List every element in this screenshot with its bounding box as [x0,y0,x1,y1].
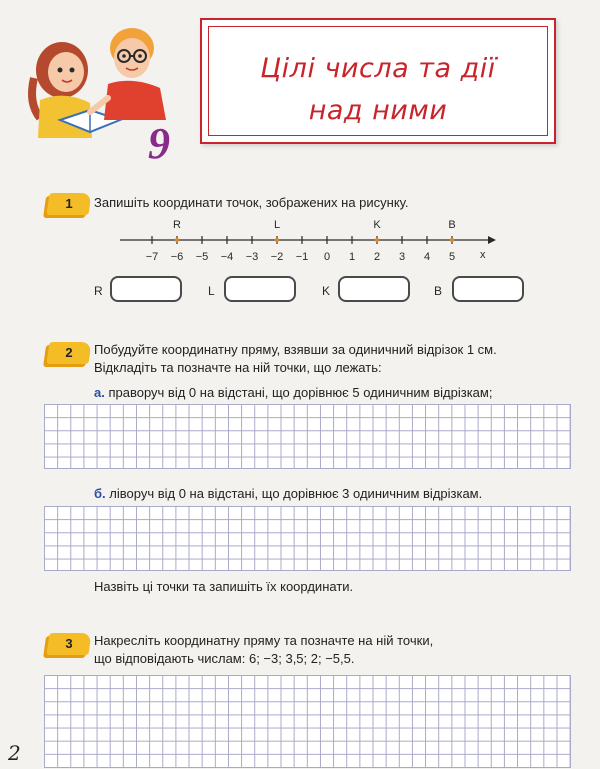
tick-label: 0 [323,251,331,263]
point-marker-k [375,238,379,242]
tick-label: −2 [270,251,284,263]
title-line-1: Цілі числа та дії [260,53,496,84]
tick-label: 5 [448,251,456,263]
tick-label: −1 [295,251,309,263]
task-1-answers [94,276,534,306]
point-label-l: L [273,219,281,231]
task-2-instruction-line-1: Побудуйте координатну пряму, взявши за одиничний відрізок 1 см. [94,342,497,357]
tick-label: 3 [398,251,406,263]
point-label-r: R [173,219,181,231]
task-2a-grid[interactable] [44,404,571,469]
part-b-text: ліворуч від 0 на відстані, що дорівнює 3 одиничним відрізкам. [109,486,483,501]
part-b-marker: б. [94,486,106,501]
axis-label: x [480,249,486,261]
tick-label: −5 [195,251,209,263]
answer-label-r: R [94,284,103,298]
tick-label: 1 [348,251,356,263]
answer-label-b: B [434,284,443,298]
point-marker-l [275,238,279,242]
tick-label: −3 [245,251,259,263]
tick-label: −4 [220,251,234,263]
part-a-marker: а. [94,385,105,400]
task-2-part-a [94,384,492,402]
task-3-badge: 3 [46,633,91,655]
task-2-badge: 2 [46,342,91,364]
tick-label: −7 [145,251,159,263]
task-3-instruction-line-1: Накресліть координатну пряму та позначте на ній точки, [94,633,434,648]
answer-box-b[interactable] [452,276,524,302]
task-2-part-b [94,485,482,503]
answer-label-k: K [322,284,331,298]
task-2-closing: Назвіть ці точки та запишіть їх координати. [94,579,354,594]
answer-label-l: L [208,284,215,298]
title-frame [200,18,556,144]
part-a-text: праворуч від 0 на відстані, що дорівнює 5 одиничним відрізкам; [108,385,493,400]
page-number: 2 [8,741,21,765]
title-line-2: над ними [308,95,448,126]
answer-box-l[interactable] [224,276,296,302]
task-3-instruction-line-2: що відповідають числам: 6; −3; 3,5; 2; −5,5. [94,651,355,666]
point-label-b: B [448,219,456,231]
point-marker-b [450,238,454,242]
chapter-number: 9 [148,119,170,168]
number-line [110,214,500,264]
tick-label: 4 [423,251,431,263]
point-label-k: K [373,219,381,231]
task-1-instruction: Запишіть координати точок, зображених на рисунку. [94,195,409,210]
tick-label: 2 [373,251,381,263]
tick-label: −6 [170,251,184,263]
task-1-badge: 1 [46,193,91,215]
page-title [202,48,554,132]
task-3-grid[interactable] [44,675,571,768]
answer-box-k[interactable] [338,276,410,302]
point-marker-r [175,238,179,242]
task-2-instruction-line-2: Відкладіть та позначте на ній точки, що лежать: [94,360,382,375]
number-line-arrow-icon [488,236,496,244]
answer-box-r[interactable] [110,276,182,302]
task-2b-grid[interactable] [44,506,571,571]
